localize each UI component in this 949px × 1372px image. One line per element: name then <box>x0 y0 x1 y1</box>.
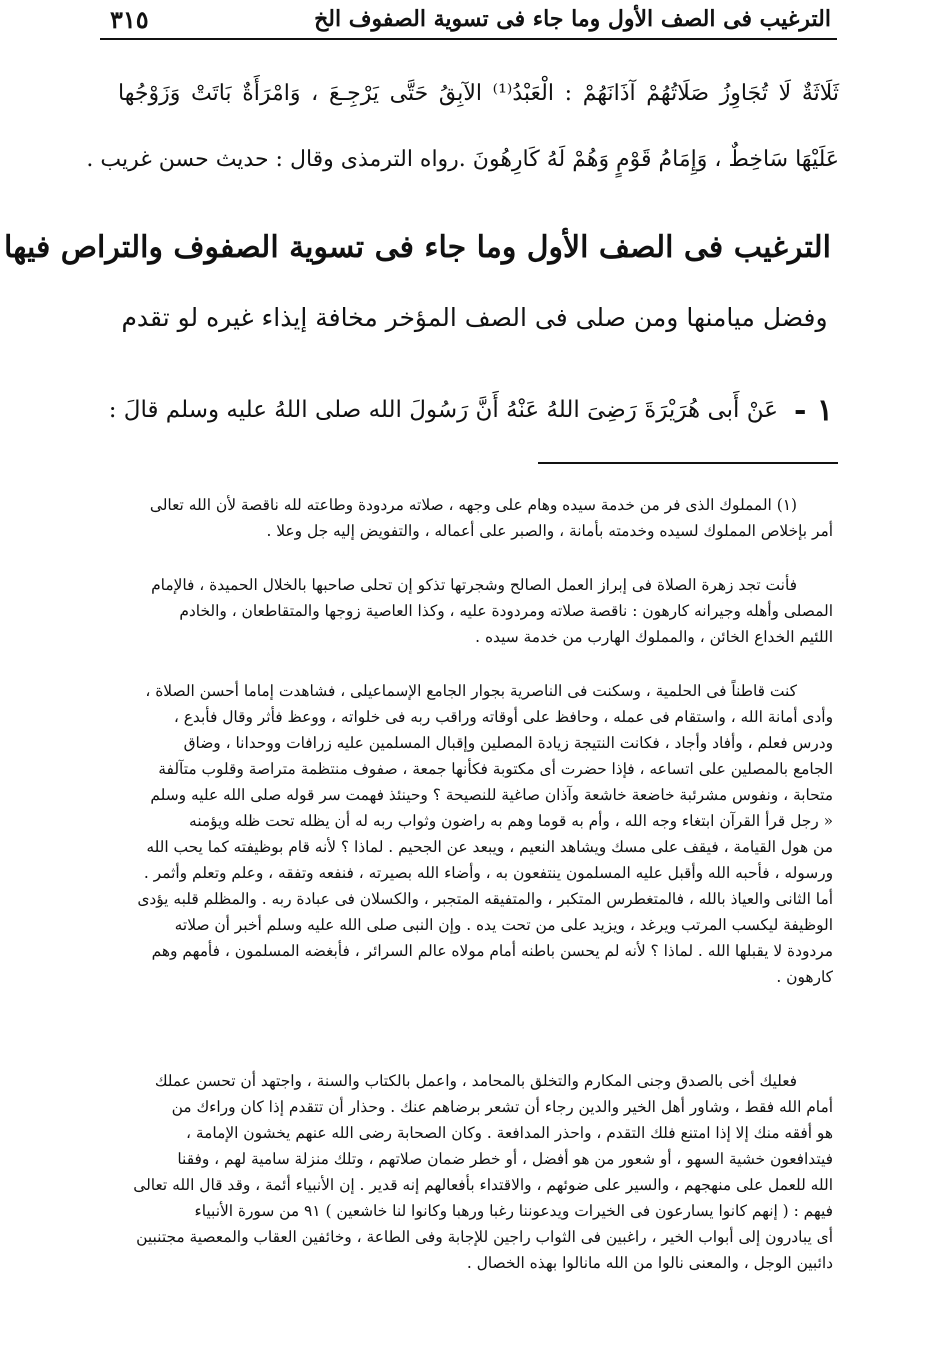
paragraph-line: ودرس فعلم ، وأفاد وأجاد ، فكانت النتيجة زيادة المصلين وإقبال المسلمين عليه زرافات ووحدانا ، وضاق <box>183 734 833 752</box>
commentary-paragraph <box>114 678 833 990</box>
paragraph-line: متحابة ، ونفوس مشرئبة خاضعة خاشعة وآذان صاغية للنصيحة ؟ وحينئذ فهمت سر قوله صلى الله عليه وسلم <box>150 786 833 804</box>
paragraph-line: فأنت تجد زهرة الصلاة فى إبراز العمل الصالح وشجرتها تذكو إن تحلى صاحبها بالخلال الحميدة ، فالإمام <box>151 576 797 594</box>
paragraph-line: أمر بإخلاص المملوك لسيده وخدمته بأمانة ، والصبر على أعماله ، والتفويض إليه جل وعلا . <box>266 522 833 540</box>
footnote-paragraph <box>114 492 833 544</box>
paragraph-line: الجامع بالمصلين على اتساعه ، فإذا حضرت أى مكتوبة فكأنها جمعة ، صفوف منتظمة متراصة وقلوب متآلفة <box>158 760 833 778</box>
paragraph-line: « رجل قرأ القرآن ابتغاء وجه الله ، وأم به قوما وهم به راضون وثواب ربه له أن يظله تحت ظله ويؤمنه <box>188 812 833 830</box>
header-divider <box>100 38 837 40</box>
paragraph-line: هو أفقه منك إلا إذا امتنع فلك التقدم ، واحذر المدافعة . وكان الصحابة رضى الله عنهم يخشون الإمامة ، <box>186 1124 833 1142</box>
running-header <box>110 2 831 36</box>
paragraph-line: أمام الله فقط ، وشاور أهل الخير والدين رجاء أن تشعر برضاهم عنك . وحذار أن تتقدم إذا كان وراءك من <box>171 1098 833 1116</box>
top-hadith-line-2: عَلَيْهَا سَاخِطٌ ، وَإِمَامُ قَوْمٍ وَهُمْ لَهُ كَارِهُونَ .رواه الترمذى وقال : حديث حسن غريب . <box>86 147 839 172</box>
paragraph-line: الله للعمل على منهجهم ، والسير على ضوئهم ، والاقتداء بأفعالهم إنه قدير . إن الأنبياء أئمة ، وقد قال الله تعالى <box>133 1176 833 1194</box>
hadith-text: عَنْ أَبى هُرَيْرَةَ رَضِىَ اللهُ عَنْهُ أَنَّ رَسُولَ الله صلى اللهُ عليه وسلم قالَ : <box>108 397 778 423</box>
commentary-paragraph <box>114 572 833 650</box>
page-number: ٣١٥ <box>110 4 149 34</box>
running-header-title: الترغيب فى الصف الأول وما جاء فى تسوية الصفوف الخ <box>314 6 831 32</box>
paragraph-line: وأدى أمانة الله ، واستقام فى عمله ، وحافظ على أوقاته وراقب ربه فى خلواته ، ووعظ فأثر وقال فأبدع ، <box>173 708 833 726</box>
paragraph-line: فعليك أخى بالصدق وجنى المكارم والتخلق بالمحامد ، واعمل بالكتاب والسنة ، واجتهد أن تحسن عملك <box>154 1072 797 1090</box>
paragraph-line: فيهم : ( إنهم كانوا يسارعون فى الخيرات ويدعوننا رغبا ورهبا وكانوا لنا خاشعين ) ٩١ من سورة الأنبياء <box>194 1202 833 1220</box>
paragraph-line: فيتدافعون خشية السهو ، أو شعور من هو أفضل ، أو خطر ضمان صلاتهم ، وتلك منزلة سامية لهم ، وفقنا <box>177 1150 833 1168</box>
paragraph-line: المصلى وأهله وجيرانه كارهون : ناقصة صلاته ومردودة عليه ، وكذا العاصية زوجها والمتقاطعان ، والخادم <box>179 602 833 620</box>
paragraph-line: الوظيفة ليكسب المرتب ويرغد ، ويزيد على من تحت يده . وإن النبى صلى الله عليه وسلم أخبر أن صلاته <box>174 916 833 934</box>
paragraph-line: دائبين الوجل ، والمعنى نالوا من الله مانالوا بهذه الخصال . <box>466 1254 833 1272</box>
paragraph-line: أى يبادرون إلى أبواب الخير ، راغبين فى الثواب راجين للإجابة وفى الطاعة ، وخائفين العقاب والمعصية مجتنبين <box>136 1228 833 1246</box>
paragraph-line: ورسوله ، فأحبه الله وأقبل عليه المسلمون ينتفعون به ، وأضاء الله بصيرته ، فنفعه وتفقه ، وعلم وتعلم وأثمر . <box>143 864 833 882</box>
chapter-title: الترغيب فى الصف الأول وما جاء فى تسوية الصفوف والتراص فيها <box>3 230 831 265</box>
paragraph-line: اللئيم الخداع الخائن ، والمملوك الهارب من خدمة سيده . <box>475 628 833 646</box>
paragraph-line: من هول القيامة ، فيقف على مسك ويشاهد النعيم ، ويبعد عن الجحيم . لماذا ؟ لأنه قام بوظيفته كما يحب الله <box>146 838 833 856</box>
paragraph-line: أما الثانى والعياذ بالله ، فالمتغطرس المتكبر ، والمتفيقه المتجبر ، والكسلان فى عبادة ربه . والمظلم قلبه يؤدى <box>137 890 833 908</box>
commentary-paragraph <box>114 1068 833 1276</box>
top-hadith-line-1: ثَلَاثَةٌ لَا تُجَاوِزُ صَلَاتُهُمْ آذَانَهُمْ : الْعَبْدُ⁽¹⁾ الآبِقُ حَتَّى يَرْجِـعَ ، وَامْرَأَةٌ بَاتَتْ وَزَوْجُها <box>118 81 840 106</box>
footnote-divider <box>538 462 838 464</box>
paragraph-line: (١) المملوك الذى فر من خدمة سيده وهام على وجهه ، صلاته مردودة وطاعته لله ناقصة لأن الله تعالى <box>149 496 797 514</box>
chapter-subtitle: وفضل ميامنها ومن صلى فى الصف المؤخر مخافة إيذاء غيره لو تقدم <box>121 303 828 332</box>
hadith-number: ١ - <box>793 392 833 428</box>
paragraph-line: كارهون . <box>776 968 833 986</box>
hadith-one <box>108 386 833 434</box>
paragraph-line: كنت قاطناً فى الحلمية ، وسكنت فى الناصرية بجوار الجامع الإسماعيلى ، فشاهدت إماما أحسن الصلاة ، <box>145 682 797 700</box>
paragraph-line: مردودة لا يقبلها الله . لماذا ؟ لأنه لم يحسن باطنه أمام مولاه عالم السرائر ، فأبغضه المسلمون ، فأمهم وهم <box>151 942 833 960</box>
